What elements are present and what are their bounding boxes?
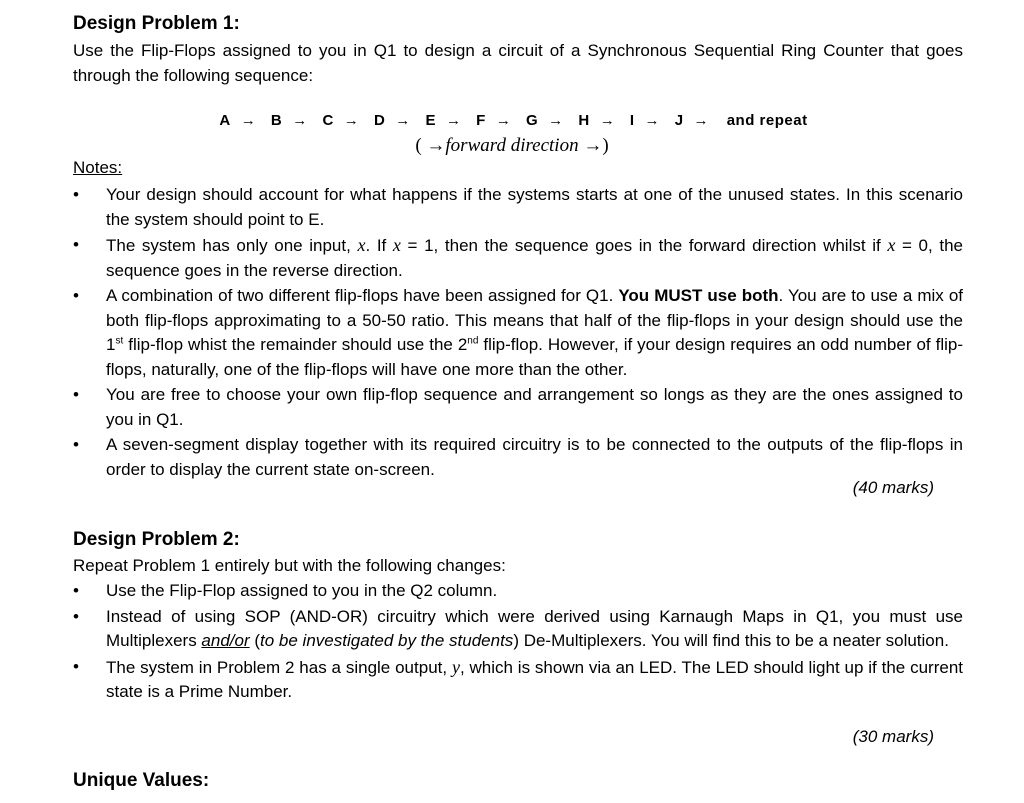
output-variable: y [451, 656, 460, 677]
emphasis-text: and/or [201, 631, 250, 650]
problem1-notes-list [73, 183, 963, 483]
arrow-icon: → [495, 112, 512, 129]
direction-text: forward direction [445, 135, 579, 156]
arrow-icon: → [693, 112, 710, 129]
note-text: Your design should account for what happens if the systems starts at one of the unused states. In this scenario the system should point to E. [106, 185, 963, 229]
note-text: flip-flop whist the remainder should use the 2 [123, 335, 468, 354]
arrow-icon: → [445, 112, 462, 129]
note-text: ) De-Multiplexers. You will find this to be a neater solution. [513, 631, 949, 650]
state-c: C [322, 112, 334, 129]
emphasis-text: You MUST use both [618, 286, 779, 305]
notes-label: Notes: [73, 158, 123, 177]
arrow-icon: → [395, 112, 411, 129]
state-b: B [270, 112, 283, 129]
arrow-icon: → [548, 112, 564, 129]
arrow-icon: → [240, 112, 257, 129]
note-text: ( [249, 631, 261, 650]
state-f: F [476, 112, 486, 129]
list-item [73, 183, 963, 232]
note-text: A seven-segment display together with its required circuitry is to be connected to the outputs of the flip-flops in order to display the current state on-screen. [106, 435, 963, 479]
problem1-intro: Use the Flip-Flops assigned to you in Q1 to design a circuit of a Synchronous Sequential Ring Counter that goes through the following sequence: [73, 41, 963, 85]
note-text: . If [365, 236, 393, 255]
arrow-icon: → [644, 112, 661, 129]
problem2-title: Design Problem 2: [73, 529, 240, 550]
arrow-icon: → [292, 112, 308, 129]
unique-values-title: Unique Values: [73, 770, 210, 791]
problem2-notes-list [73, 579, 963, 706]
arrow-icon: → [426, 135, 446, 156]
note-text: The system in Problem 2 has a single output, [106, 657, 452, 677]
list-item [73, 233, 963, 283]
list-item [73, 284, 963, 382]
problem1-title: Design Problem 1: [73, 13, 240, 34]
state-d: D [373, 112, 386, 129]
note-text: A combination of two different flip-flops have been assigned for Q1. [106, 286, 619, 305]
list-item [73, 605, 963, 654]
note-text: You are free to choose your own flip-flop sequence and arrangement so longs as they are the ones assigned to you in Q1. [106, 385, 963, 429]
state-sequence [0, 112, 1024, 129]
state-j: J [674, 112, 684, 129]
state-e: E [425, 112, 436, 129]
problem2-intro: Repeat Problem 1 entirely but with the following changes: [73, 556, 506, 575]
list-item [73, 383, 963, 432]
ordinal-suffix: st [115, 335, 124, 347]
state-h: H [578, 112, 590, 129]
state-a: A [219, 112, 231, 129]
note-text: = 0, the sequence goes in the reverse direction. [106, 236, 963, 280]
arrow-icon: → [599, 112, 616, 129]
input-variable: x [392, 235, 401, 255]
state-g: G [526, 112, 539, 129]
list-item [73, 433, 963, 482]
list-item [73, 655, 963, 705]
sequence-tail: and repeat [726, 112, 808, 129]
input-variable: x [357, 235, 366, 255]
note-text: . You are to use a mix of both flip-flops approximating to a 50-50 ratio. This means that half of the flip-flops in your design should use the 1 [106, 286, 963, 354]
note-text: , which is shown via an LED. The LED should light up if the current state is a Prime Number. [106, 657, 963, 701]
problem1-marks: (40 marks) [852, 478, 934, 497]
note-text: Instead of using SOP (AND-OR) circuitry which were derived using Karnaugh Maps in Q1, you must use Multiplexers [106, 606, 963, 650]
note-text: flip-flop. However, if your design requires an odd number of flip-flops, naturally, one of the flip-flops will have one more than the other. [106, 335, 963, 379]
note-text: The system has only one input, [106, 236, 358, 255]
list-item [73, 579, 963, 604]
emphasis-text: to be investigated by the students [260, 631, 514, 650]
note-text: Use the Flip-Flop assigned to you in the Q2 column. [106, 581, 498, 600]
direction-note: ( →forward direction →) [415, 135, 609, 156]
ordinal-suffix: nd [467, 335, 479, 347]
input-variable: x [887, 235, 896, 255]
note-text: = 1, then the sequence goes in the forward direction whilst if [400, 236, 888, 255]
state-i: I [629, 112, 635, 129]
arrow-icon: → [343, 112, 360, 129]
arrow-icon: → [583, 135, 603, 156]
problem2-marks: (30 marks) [852, 727, 934, 746]
